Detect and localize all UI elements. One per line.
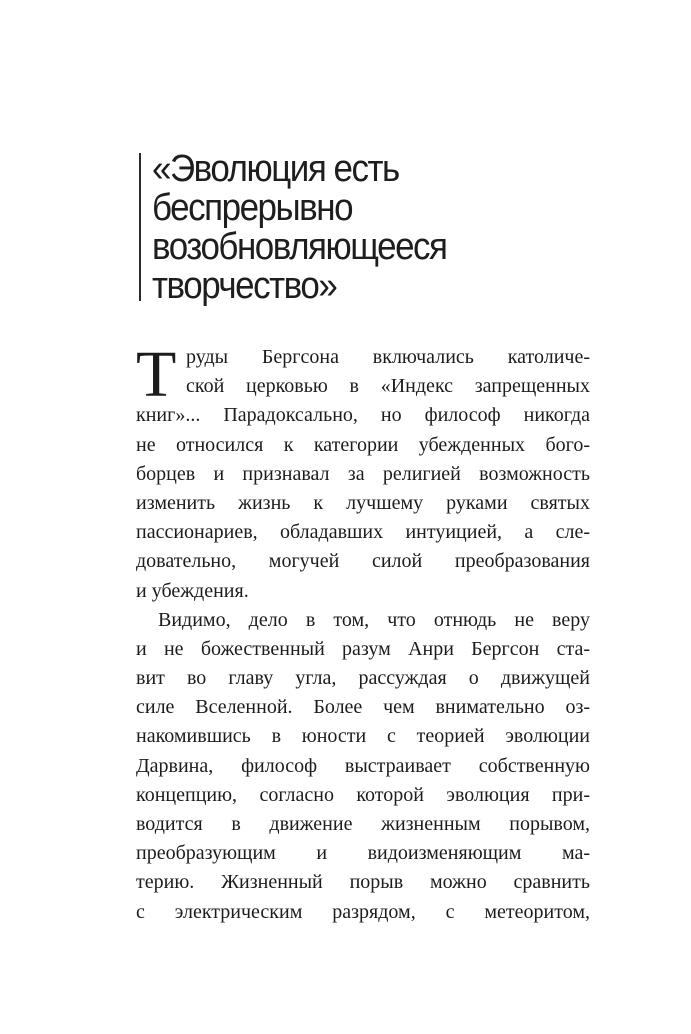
heading-vertical-rule xyxy=(139,153,141,301)
text-line: накомившись в юности с теорией эволюции xyxy=(136,725,590,748)
text-line: силе Вселенной. Более чем внимательно оз- xyxy=(136,696,590,719)
text-line: Видимо, дело в том, что отнюдь не веру xyxy=(158,608,590,631)
text-line: Дарвина, философ выстраивает собственную xyxy=(136,754,590,777)
text-line: не относился к категории убежденных бого- xyxy=(136,433,590,456)
heading-line: возобновляющееся xyxy=(152,226,447,268)
paragraph-2 xyxy=(136,606,590,927)
text-line: и не божественный разум Анри Бергсон ста- xyxy=(136,637,590,660)
body-text xyxy=(136,338,590,927)
text-line: терию. Жизненный порыв можно сравнить xyxy=(136,871,590,894)
heading-line: «Эволюция есть xyxy=(152,148,399,190)
text-line: руды Бергсона включались католиче- xyxy=(186,346,590,368)
text-line: вит во главу угла, рассуждая о движущей xyxy=(136,667,590,690)
text-line: пассионариев, обладавших интуицией, а сле- xyxy=(136,521,590,544)
text-line: водится в движение жизненным порывом, xyxy=(136,813,590,835)
heading-line: беспрерывно xyxy=(152,187,353,229)
text-line: и убеждения. xyxy=(136,579,249,602)
text-line: книг»... Парадоксально, но философ никогда xyxy=(136,404,590,427)
text-line: преобразующим и видоизменяющим ма- xyxy=(136,842,590,865)
chapter-heading xyxy=(152,150,557,306)
text-line: борцев и признавал за религией возможность xyxy=(136,462,590,485)
text-line: ской церковью в «Индекс запрещенных xyxy=(186,375,590,398)
text-line: изменить жизнь к лучшему руками святых xyxy=(136,491,590,514)
drop-cap: Т xyxy=(136,338,177,411)
text-line: концепцию, согласно которой эволюция при- xyxy=(136,783,590,806)
heading-line: творчество» xyxy=(152,265,337,307)
text-line: с электрическим разрядом, с метеоритом, xyxy=(136,900,590,923)
paragraph-1 xyxy=(136,338,590,606)
text-line: довательно, могучей силой преобразования xyxy=(136,550,590,573)
